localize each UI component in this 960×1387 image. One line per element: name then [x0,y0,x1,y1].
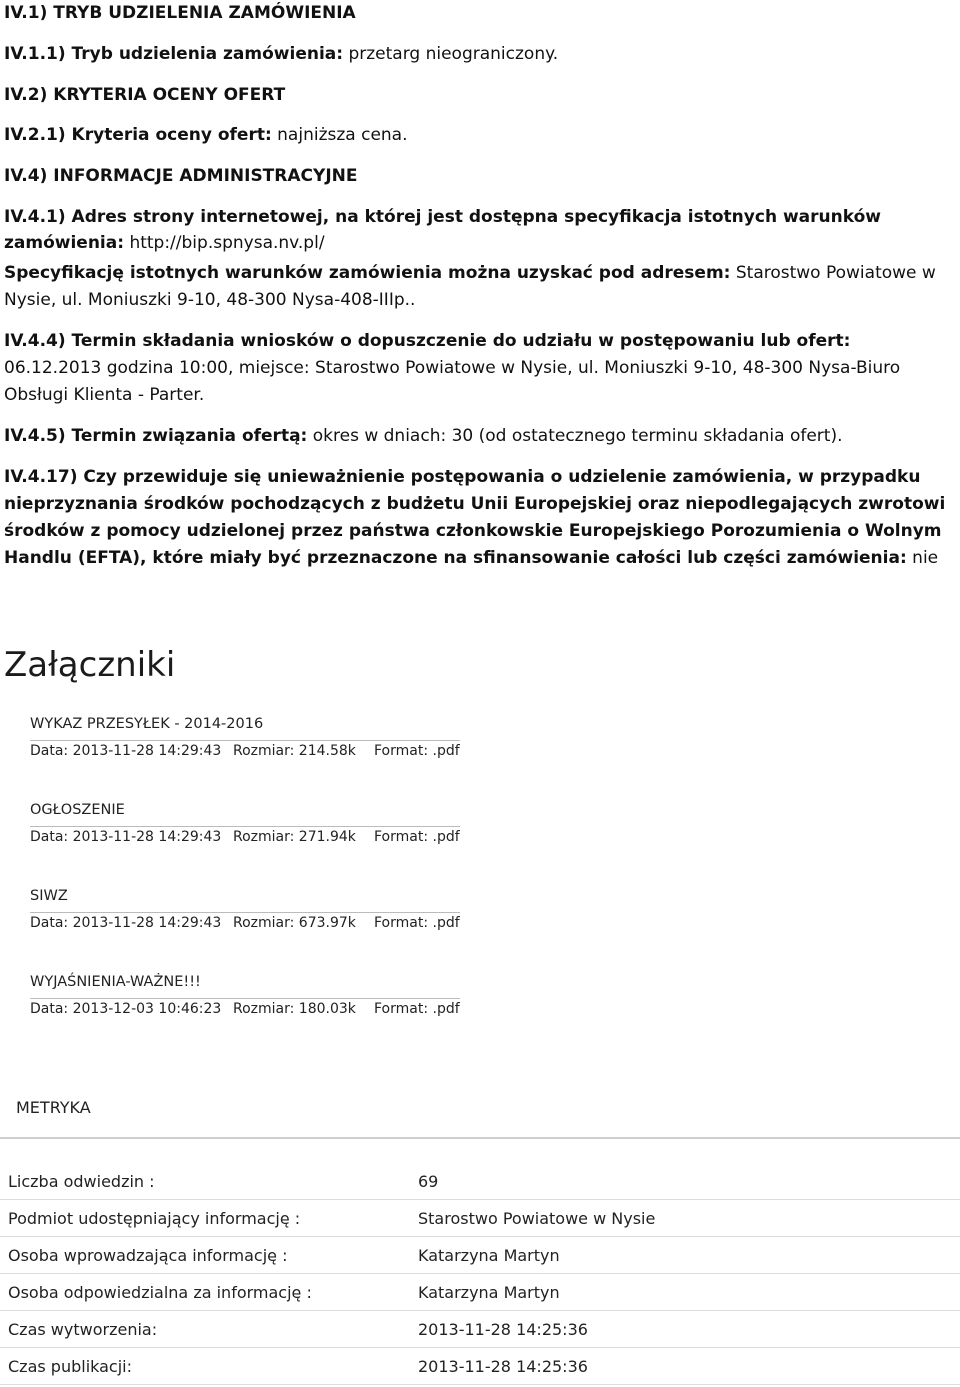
metryka-label: Liczba odwiedzin : [0,1163,410,1200]
table-row [0,1200,960,1237]
attachment-date: Data: 2013-11-28 14:29:43 [30,915,222,931]
attachment-divider [30,998,460,999]
table-row [0,1348,960,1385]
attachment-link[interactable]: OGŁOSZENIE [30,802,125,818]
attachment-size: Rozmiar: 673.97k [233,915,356,931]
section-heading-iv1: IV.1) TRYB UDZIELENIA ZAMÓWIENIA [4,3,356,23]
termin-label: IV.4.4) Termin składania wniosków o dopuszczenie do udziału w postępowaniu lub ofert: [4,331,851,351]
attachment-size: Rozmiar: 214.58k [233,743,356,759]
attachment-meta [30,915,460,931]
attachment-link[interactable]: WYJAŚNIENIA-WAŻNE!!! [30,974,201,990]
attachment-meta [30,1001,460,1017]
termin-value: 06.12.2013 godzina 10:00, miejsce: Starostwo Powiatowe w Nysie, ul. Moniuszki 9-10, 48-300 Nysa-Biuro Obsługi Klienta - Parter. [4,358,901,405]
attachment-divider [30,740,460,741]
metryka-label: Osoba odpowiedzialna za informację : [0,1274,410,1311]
adres-link[interactable]: http://bip.spnysa.nv.pl/ [129,233,325,253]
metryka-label: Podmiot udostępniający informację : [0,1200,410,1237]
termin-paragraph [4,328,952,409]
kryteria-value: najniższa cena. [277,125,408,145]
attachment-meta [30,743,460,759]
zwiazanie-label: IV.4.5) Termin związania ofertą: [4,426,308,446]
kryteria-label: IV.2.1) Kryteria oceny ofert: [4,125,272,145]
zwiazanie-row [4,423,843,449]
metryka-value: Katarzyna Martyn [410,1274,960,1311]
zwiazanie-value: okres w dniach: 30 (od ostatecznego terminu składania ofert). [312,426,843,446]
table-row [0,1163,960,1200]
attachment-format: Format: .pdf [374,1001,460,1017]
metryka-label: Czas wytworzenia: [0,1311,410,1348]
adres-row [4,230,325,256]
metryka-label: Osoba wprowadzająca informację : [0,1237,410,1274]
table-row [0,1237,960,1274]
spec-value: Starostwo Powiatowe w [735,263,936,283]
attachment-format: Format: .pdf [374,915,460,931]
attachment-meta [30,829,460,845]
adres-label-line1: IV.4.1) Adres strony internetowej, na której jest dostępna specyfikacja istotnych warunków [4,207,881,227]
tryb-value: przetarg nieograniczony. [348,44,559,64]
metryka-value: 2013-11-28 14:25:36 [410,1348,960,1385]
uniewaznienie-paragraph [4,464,952,572]
tryb-label: IV.1.1) Tryb udzielenia zamówienia: [4,44,344,64]
metryka-value: 69 [410,1163,960,1200]
metryka-value: 2013-11-28 14:25:36 [410,1311,960,1348]
attachment-link[interactable]: WYKAZ PRZESYŁEK - 2014-2016 [30,716,264,732]
spec-value-cont: Nysie, ul. Moniuszki 9-10, 48-300 Nysa-408-IIIp.. [4,290,416,310]
metryka-label: Czas publikacji: [0,1348,410,1385]
table-row [0,1311,960,1348]
uniewaznienie-label: IV.4.17) Czy przewiduje się unieważnienie postępowania o udzielenie zamówienia, w przypadku nieprzyznania środków pochodzących z budżetu Unii Europejskiej oraz niepodlegających zwrotowi środków z pomocy udzielonej przez państwa członkowskie Europejskiego Porozumienia o Wolnym Handlu (EFTA), które miały być przeznaczone na sfinansowanie całości lub części zamówienia: [4,467,946,568]
attachment-divider [30,912,460,913]
attachments-title: Załączniki [4,645,176,685]
attachment-format: Format: .pdf [374,743,460,759]
attachment-size: Rozmiar: 271.94k [233,829,356,845]
metryka-value: Starostwo Powiatowe w Nysie [410,1200,960,1237]
metryka-table [0,1163,960,1385]
attachment-size: Rozmiar: 180.03k [233,1001,356,1017]
table-row [0,1274,960,1311]
metryka-header [0,1080,960,1139]
section-heading-iv2: IV.2) KRYTERIA OCENY OFERT [4,85,286,105]
attachment-format: Format: .pdf [374,829,460,845]
attachment-date: Data: 2013-12-03 10:46:23 [30,1001,222,1017]
attachment-divider [30,826,460,827]
attachment-date: Data: 2013-11-28 14:29:43 [30,829,222,845]
tryb-row [4,41,558,67]
adres-label-line2: zamówienia: [4,233,125,253]
attachment-link[interactable]: SIWZ [30,888,68,904]
spec-row [4,260,936,286]
uniewaznienie-value: nie [912,548,939,568]
section-heading-iv4: IV.4) INFORMACJE ADMINISTRACYJNE [4,166,358,186]
metryka-title: METRYKA [16,1098,91,1117]
attachment-date: Data: 2013-11-28 14:29:43 [30,743,222,759]
spec-label: Specyfikację istotnych warunków zamówienia można uzyskać pod adresem: [4,263,731,283]
kryteria-row [4,122,408,148]
metryka-value: Katarzyna Martyn [410,1237,960,1274]
